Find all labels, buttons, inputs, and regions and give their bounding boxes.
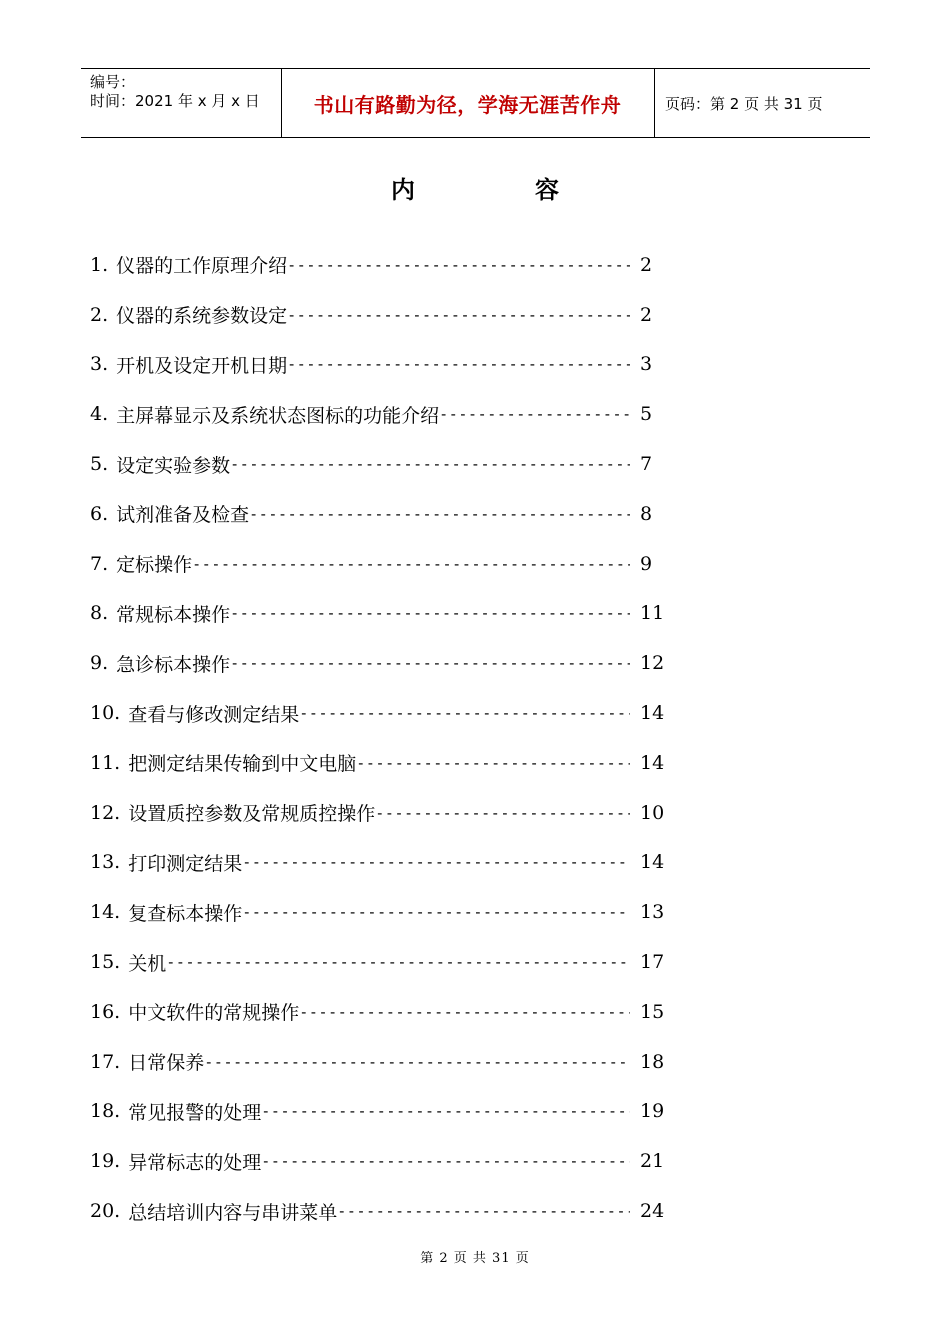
toc-entry[interactable]: [90, 887, 670, 937]
toc-entry-number: 18.: [90, 1100, 121, 1123]
toc-leader-dashes: [230, 654, 630, 672]
toc-entry[interactable]: [90, 788, 670, 838]
toc-leader-dashes: [230, 455, 630, 473]
toc-entry-number: 9.: [90, 652, 109, 675]
toc-entry[interactable]: [90, 389, 670, 439]
toc-entry-number: 13.: [90, 851, 121, 874]
toc-entry-label: 仪器的系统参数设定: [116, 305, 288, 328]
toc-entry[interactable]: [90, 539, 670, 589]
toc-entry-number: 8.: [90, 602, 109, 625]
toc-entry-label: 急诊标本操作: [116, 653, 231, 676]
toc-entry-page: 2: [640, 303, 653, 326]
toc-entry-label: 设定实验参数: [116, 454, 231, 477]
toc-entry-number: 19.: [90, 1150, 121, 1173]
toc-leader-dashes: [356, 754, 630, 772]
toc-entry[interactable]: [90, 1037, 670, 1087]
header-motto: 书山有路勤为径，学海无涯苦作舟: [313, 92, 622, 117]
toc-entry-page: 14: [640, 751, 665, 774]
toc-entry-page: 8: [640, 502, 653, 525]
toc-entry-label: 日常保养: [128, 1052, 205, 1075]
toc-entry-number: 12.: [90, 801, 121, 824]
toc-entry[interactable]: [90, 240, 670, 290]
header-divider: [654, 69, 655, 137]
toc-leader-dashes: [261, 1102, 630, 1120]
toc-entry-number: 16.: [90, 1000, 121, 1023]
toc-entry-label: 中文软件的常规操作: [128, 1002, 300, 1025]
toc-entry-number: 14.: [90, 901, 121, 924]
toc-entry[interactable]: [90, 987, 670, 1037]
toc-entry-number: 1.: [90, 253, 109, 276]
toc-entry-label: 常规标本操作: [116, 603, 231, 626]
toc-entry-page: 14: [640, 851, 665, 874]
toc-entry-page: 7: [640, 453, 653, 476]
toc-entry[interactable]: [90, 1136, 670, 1186]
toc-entry-label: 把测定结果传输到中文电脑: [128, 753, 357, 776]
toc-entry-label: 总结培训内容与串讲菜单: [128, 1201, 338, 1224]
page-title: [0, 170, 950, 205]
toc-entry-page: 2: [640, 253, 653, 276]
toc-entry-page: 3: [640, 353, 653, 376]
toc-entry-number: 17.: [90, 1050, 121, 1073]
toc-entry-number: 11.: [90, 751, 121, 774]
toc-leader-dashes: [204, 1053, 630, 1071]
toc-entry-label: 常见报警的处理: [128, 1101, 262, 1124]
toc-entry-page: 11: [640, 602, 665, 625]
header-page-info: 页码：第 2 页 共 31 页: [665, 94, 823, 113]
toc-entry[interactable]: [90, 340, 670, 390]
title-char-right: 容: [535, 176, 559, 204]
header-meta: [90, 73, 260, 111]
toc-entry-page: 15: [640, 1000, 665, 1023]
toc-entry-number: 10.: [90, 702, 121, 725]
toc-leader-dashes: [439, 405, 630, 423]
toc-entry-page: 21: [640, 1150, 665, 1173]
toc-leader-dashes: [375, 804, 630, 822]
toc-entry[interactable]: [90, 290, 670, 340]
toc-entry-label: 试剂准备及检查: [116, 504, 250, 527]
toc-entry[interactable]: [90, 838, 670, 888]
toc-entry[interactable]: [90, 1186, 670, 1236]
toc-entry-number: 6.: [90, 502, 109, 525]
toc-entry[interactable]: [90, 638, 670, 688]
title-char-left: 内: [391, 176, 415, 204]
toc-entry-number: 4.: [90, 403, 109, 426]
toc-leader-dashes: [261, 1152, 630, 1170]
toc-entry-page: 9: [640, 552, 653, 575]
toc-entry-page: 10: [640, 801, 665, 824]
toc-leader-dashes: [287, 355, 630, 373]
toc-entry-label: 异常标志的处理: [128, 1151, 262, 1174]
toc-entry-number: 5.: [90, 453, 109, 476]
toc-entry-page: 12: [640, 652, 665, 675]
toc-entry-label: 仪器的工作原理介绍: [116, 255, 288, 278]
toc-entry[interactable]: [90, 489, 670, 539]
toc-entry[interactable]: [90, 738, 670, 788]
toc-entry[interactable]: [90, 688, 670, 738]
code-label: 编号：: [90, 73, 136, 91]
toc-leader-dashes: [242, 853, 630, 871]
toc-entry-page: 24: [640, 1200, 665, 1223]
toc-leader-dashes: [287, 256, 630, 274]
toc-entry[interactable]: [90, 439, 670, 489]
table-of-contents: [90, 240, 670, 1236]
toc-leader-dashes: [337, 1202, 630, 1220]
toc-entry-label: 关机: [128, 952, 167, 975]
toc-leader-dashes: [192, 555, 630, 573]
header-table: [81, 68, 870, 138]
toc-leader-dashes: [299, 1003, 630, 1021]
toc-leader-dashes: [242, 903, 630, 921]
toc-entry-page: 19: [640, 1100, 665, 1123]
toc-entry-label: 查看与修改测定结果: [128, 703, 300, 726]
toc-entry-page: 13: [640, 901, 665, 924]
toc-entry-number: 2.: [90, 303, 109, 326]
toc-leader-dashes: [166, 953, 630, 971]
toc-entry-number: 20.: [90, 1200, 121, 1223]
toc-entry-label: 开机及设定开机日期: [116, 354, 288, 377]
toc-entry-page: 18: [640, 1050, 665, 1073]
toc-entry[interactable]: [90, 1087, 670, 1137]
toc-leader-dashes: [249, 505, 630, 523]
toc-entry-label: 定标操作: [116, 554, 193, 577]
time-label: 时间：2021 年 x 月 x 日: [90, 92, 260, 110]
page-footer: 第 2 页 共 31 页: [420, 1251, 530, 1266]
toc-entry-page: 14: [640, 702, 665, 725]
toc-leader-dashes: [230, 604, 630, 622]
toc-entry-number: 15.: [90, 951, 121, 974]
toc-entry-label: 复查标本操作: [128, 902, 243, 925]
toc-entry-label: 设置质控参数及常规质控操作: [128, 803, 376, 826]
toc-entry-number: 7.: [90, 552, 109, 575]
toc-entry-page: 17: [640, 951, 665, 974]
toc-entry-number: 3.: [90, 353, 109, 376]
toc-entry-page: 5: [640, 403, 653, 426]
toc-leader-dashes: [287, 306, 630, 324]
toc-entry[interactable]: [90, 589, 670, 639]
toc-entry-label: 打印测定结果: [128, 852, 243, 875]
toc-leader-dashes: [299, 704, 630, 722]
toc-entry-label: 主屏幕显示及系统状态图标的功能介绍: [116, 404, 440, 427]
toc-entry[interactable]: [90, 937, 670, 987]
